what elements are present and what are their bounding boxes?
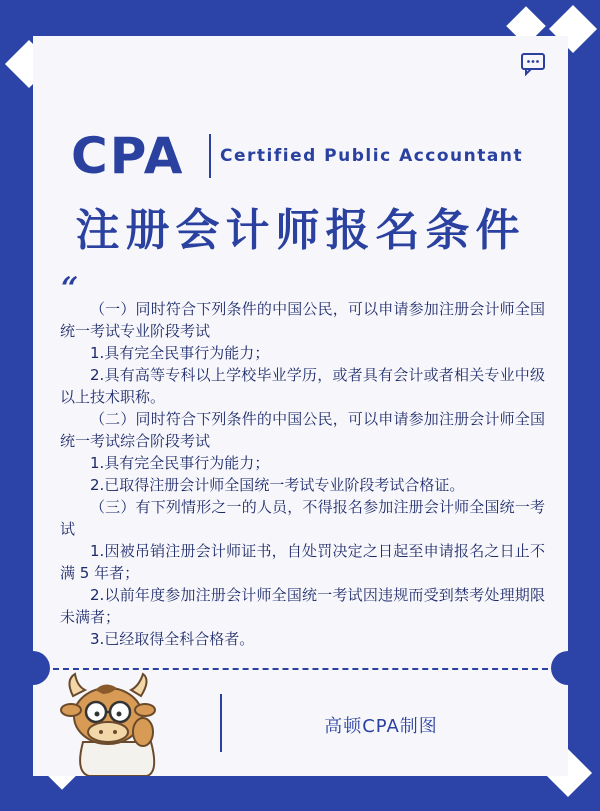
footer-credit: 高顿CPA制图 <box>324 716 438 737</box>
title-row <box>33 128 568 188</box>
poster-card <box>33 36 568 776</box>
chat-bubble-icon[interactable] <box>520 52 546 76</box>
subtitle-english: Certified Public Accountant <box>220 146 524 166</box>
paragraph-item: 2.已取得注册会计师全国统一考试专业阶段考试合格证。 <box>90 476 465 494</box>
paragraph-item: 2.具有高等专科以上学校毕业学历，或者具有会计或者相关专业中级以上技术职称。 <box>60 366 545 406</box>
ticket-notch-left <box>16 651 50 685</box>
bull-mascot-icon <box>55 672 175 776</box>
paragraph-section-3: （三）有下列情形之一的人员，不得报名参加注册会计师全国统一考试 <box>60 498 545 538</box>
paragraph-item: 2.以前年度参加注册会计师全国统一考试因违规而受到禁考处理期限未满者； <box>60 586 545 626</box>
ticket-notch-right <box>551 651 585 685</box>
paragraph-item: 1.具有完全民事行为能力； <box>90 454 270 472</box>
paragraph-item: 1.因被吊销注册会计师证书，自处罚决定之日起至申请报名之日止不满 5 年者； <box>60 542 545 582</box>
page-title: 注册会计师报名条件 <box>75 205 526 256</box>
paragraph-section-2: （二）同时符合下列条件的中国公民，可以申请参加注册会计师全国统一考试综合阶段考试 <box>60 410 545 450</box>
footer-divider <box>220 694 222 752</box>
title-divider <box>209 134 211 178</box>
quote-mark-icon: “ <box>61 271 79 306</box>
dashed-divider <box>53 668 548 670</box>
paragraph-item: 1.具有完全民事行为能力； <box>90 344 270 362</box>
cpa-heading: CPA <box>71 127 185 185</box>
paragraph-item: 3.已经取得全科合格者。 <box>90 630 255 648</box>
conditions-text <box>60 298 545 650</box>
paragraph-section-1: （一）同时符合下列条件的中国公民，可以申请参加注册会计师全国统一考试专业阶段考试 <box>60 300 545 340</box>
